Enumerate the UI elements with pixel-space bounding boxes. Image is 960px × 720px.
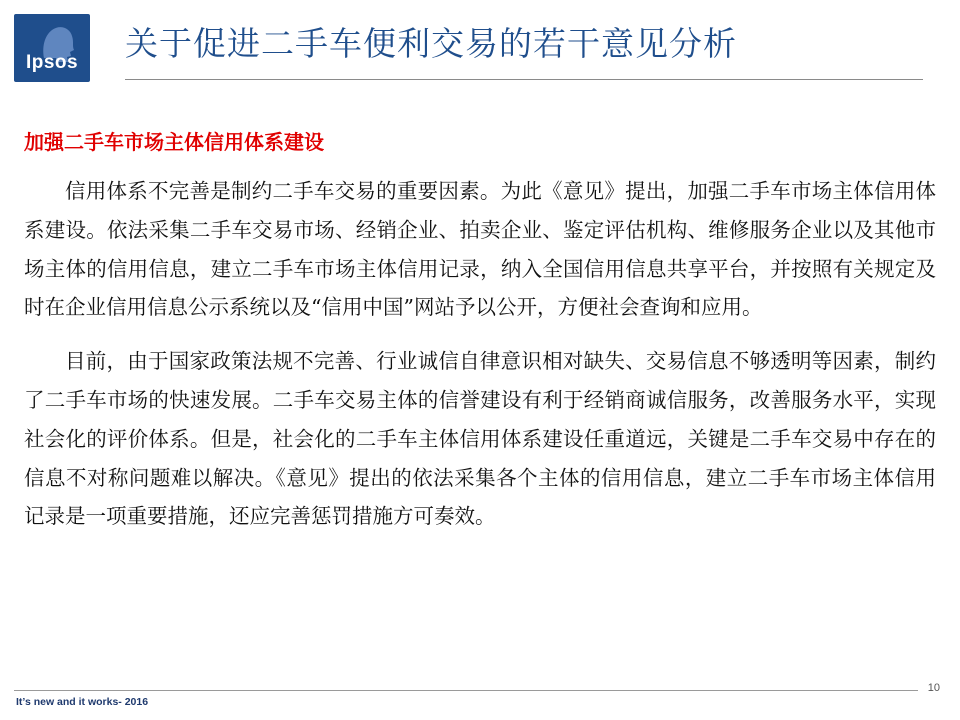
ipsos-logo — [14, 14, 90, 82]
body-text — [24, 172, 936, 536]
logo-text: Ipsos — [25, 52, 79, 73]
title-divider — [125, 79, 923, 80]
paragraph: 信用体系不完善是制约二手车交易的重要因素。为此《意见》提出，加强二手车市场主体信用体系建设。依法采集二手车交易市场、经销企业、拍卖企业、鉴定评估机构、维修服务企业以及其他市场主体的信用信息，建立二手车市场主体信用记录，纳入全国信用信息共享平台，并按照有关规定及时在企业信用信息公示系统以及“信用中国”网站予以公开，方便社会查询和应用。 — [24, 179, 936, 320]
paragraph: 目前，由于国家政策法规不完善、行业诚信自律意识相对缺失、交易信息不够透明等因素，制约了二手车市场的快速发展。二手车交易主体的信誉建设有利于经销商诚信服务，改善服务水平，实现社会化的评价体系。但是，社会化的二手车主体信用体系建设任重道远，关键是二手车交易中存在的信息不对称问题难以解决。《意见》提出的依法采集各个主体的信用信息，建立二手车市场主体信用记录是一项重要措施，还应完善惩罚措施方可奏效。 — [24, 349, 936, 529]
page-number: 10 — [927, 682, 940, 694]
footer-divider — [14, 690, 918, 691]
footer-tagline: It’s new and it works- 2016 — [16, 696, 149, 708]
section-heading: 加强二手车市场主体信用体系建设 — [24, 130, 324, 154]
page-title: 关于促进二手车便利交易的若干意见分析 — [125, 24, 737, 63]
